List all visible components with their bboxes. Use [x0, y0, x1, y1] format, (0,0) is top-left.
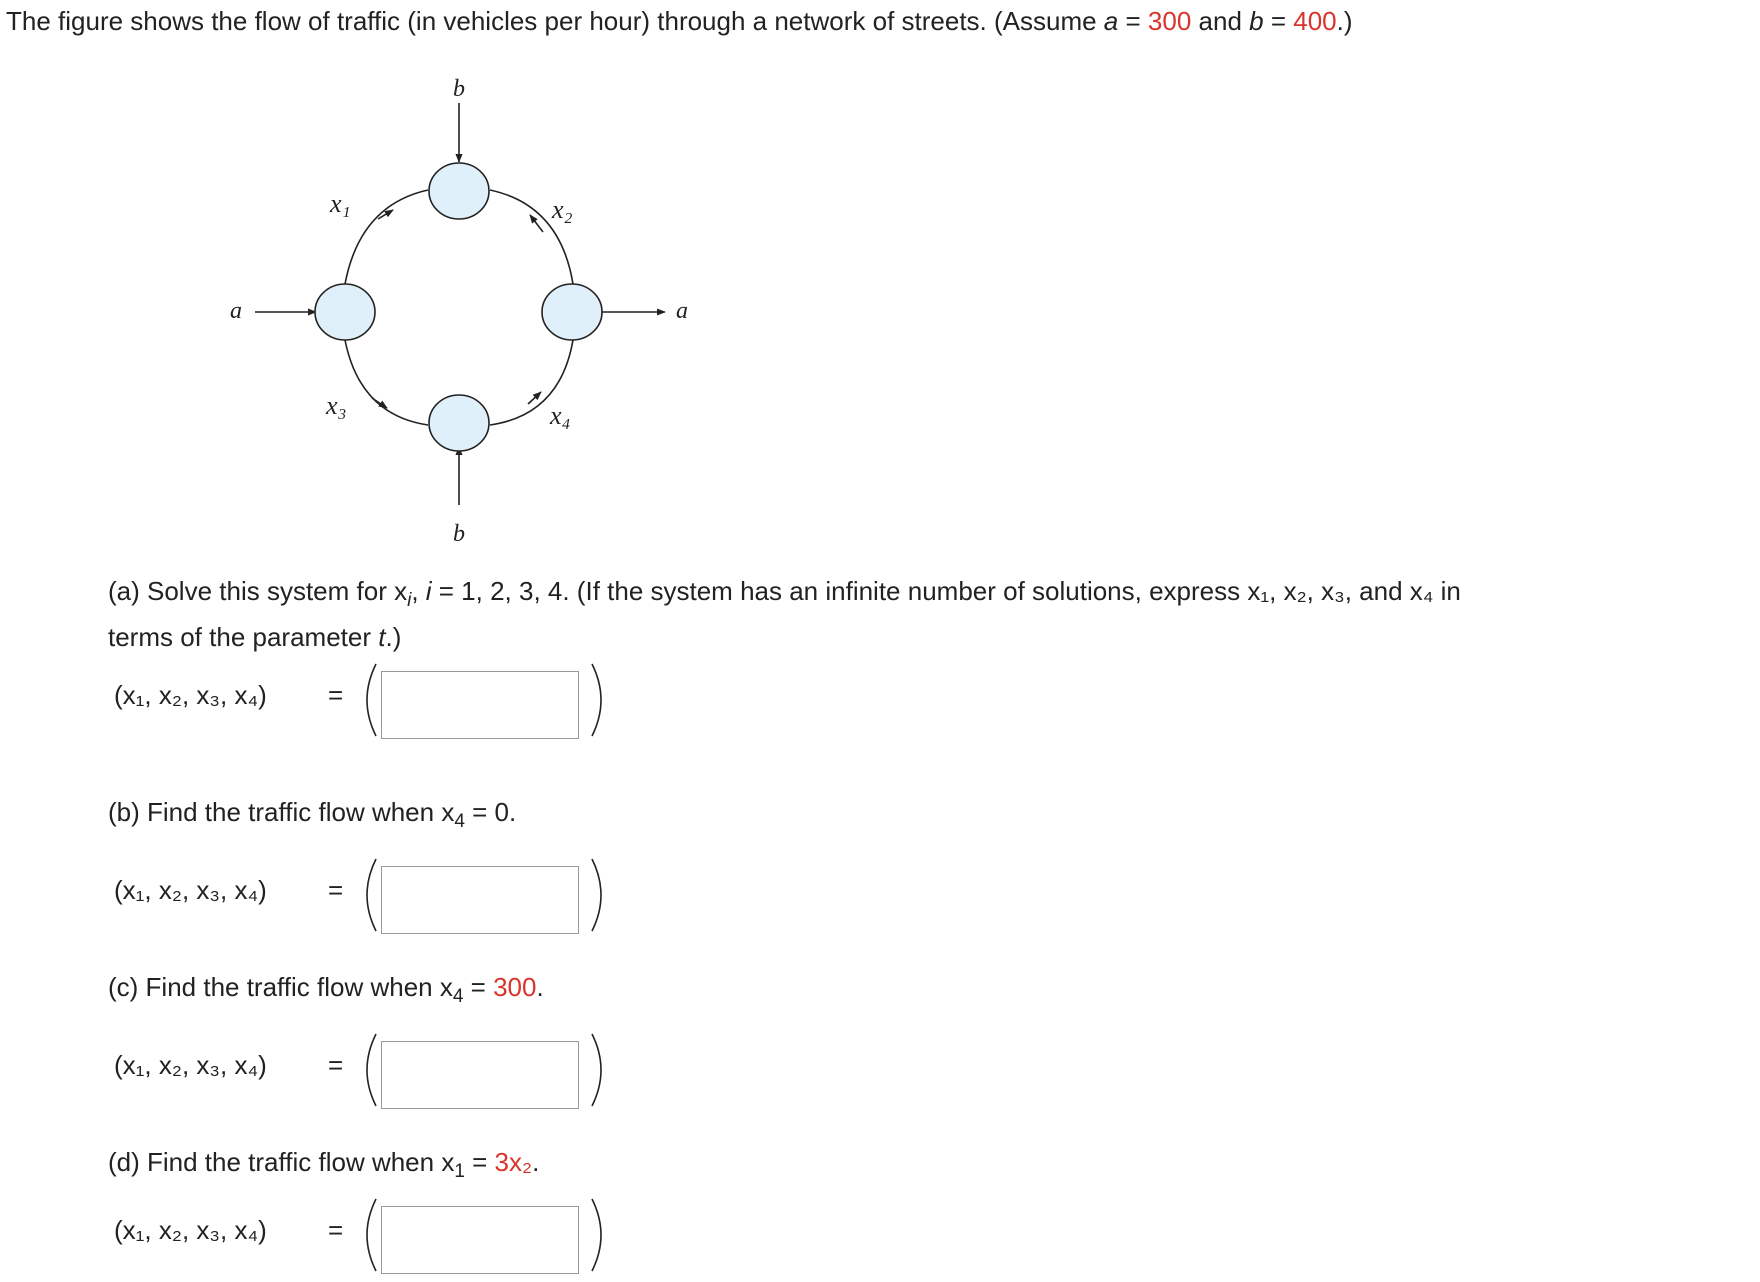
answer-equals: = [328, 1215, 344, 1245]
part-a-line2-text: terms of the parameter [108, 622, 379, 652]
part-a-text: (a) Solve this system for [108, 576, 395, 606]
label-x4: x₄ [550, 401, 571, 430]
label-a-right: a [676, 298, 688, 324]
part-b-text: (b) Find the traffic flow when [108, 797, 442, 827]
part-d-sub: 1 [454, 1161, 465, 1182]
part-a-sub: i [407, 590, 412, 611]
part-a-question [108, 574, 1461, 611]
part-a-question-line2 [108, 620, 401, 654]
part-a-text-rest: = 1, 2, 3, 4. (If the system has an infinite number of solutions, express x₁, x₂, x₃, and x₄ in [431, 576, 1461, 606]
b-value: 400 [1293, 6, 1337, 36]
parameter-t: t [378, 622, 386, 652]
part-b-period: . [509, 797, 517, 827]
a-variable: a [1103, 6, 1119, 36]
answer-lhs: (x₁, x₂, x₃, x₄) [114, 1050, 267, 1080]
part-c-sub: 4 [452, 986, 464, 1007]
answer-equals: = [328, 1050, 344, 1080]
answer-row-b [108, 855, 708, 935]
label-a-left: a [230, 298, 242, 324]
part-b-equals: = [464, 797, 495, 827]
answer-equals: = [328, 680, 344, 710]
part-b-sub: 4 [454, 811, 465, 832]
right-paren-icon [586, 1030, 616, 1110]
part-c-question [108, 970, 544, 1007]
answer-input-d[interactable] [381, 1206, 579, 1274]
part-a-var: x [394, 576, 408, 606]
answer-lhs: (x₁, x₂, x₃, x₄) [114, 875, 267, 905]
part-d-equals: = [464, 1147, 495, 1177]
b-variable: b [1249, 6, 1264, 36]
part-c-var: x [439, 972, 453, 1002]
part-d-question [108, 1145, 540, 1182]
answer-lhs: (x₁, x₂, x₃, x₄) [114, 680, 267, 710]
answer-input-c[interactable] [381, 1041, 579, 1109]
part-c-value: 300 [493, 972, 537, 1002]
label-b-bottom: b [453, 521, 465, 547]
node-right [542, 284, 602, 340]
right-paren-icon [586, 660, 616, 740]
part-d-value: 3x₂ [494, 1147, 533, 1177]
node-left [315, 284, 375, 340]
part-c-equals: = [463, 972, 494, 1002]
part-d-var: x [441, 1147, 455, 1177]
and-text: and [1191, 6, 1250, 36]
problem-statement [6, 4, 1353, 38]
a-value: 300 [1147, 6, 1192, 36]
label-x3: x₃ [326, 391, 347, 420]
part-a-line2-close: .) [385, 622, 402, 652]
part-b-value: 0 [494, 797, 510, 827]
part-a-comma: , [411, 576, 426, 606]
part-b-var: x [441, 797, 455, 827]
answer-row-d [108, 1195, 708, 1275]
answer-row-a [108, 660, 708, 740]
answer-input-a[interactable] [381, 671, 579, 739]
label-x1: x₁ [330, 189, 351, 218]
answer-lhs: (x₁, x₂, x₃, x₄) [114, 1215, 267, 1245]
label-x2: x₂ [552, 195, 573, 224]
part-d-period: . [532, 1147, 540, 1177]
arc-x1 [345, 190, 428, 284]
left-paren-icon [352, 1030, 382, 1110]
node-top [429, 163, 489, 219]
arc-x2-arrowhead [530, 215, 543, 232]
intro-text: The figure shows the flow of traffic (in vehicles per hour) through a network of streets. (Assume [6, 6, 1104, 36]
equals-sign: = [1118, 6, 1148, 36]
intro-close: .) [1336, 6, 1353, 36]
label-b-top: b [453, 76, 465, 102]
part-a-index: i [425, 576, 432, 606]
arc-x4-arrowhead [528, 392, 541, 404]
right-paren-icon [586, 1195, 616, 1275]
left-paren-icon [352, 855, 382, 935]
answer-equals: = [328, 875, 344, 905]
right-paren-icon [586, 855, 616, 935]
part-c-period: . [536, 972, 544, 1002]
left-paren-icon [352, 1195, 382, 1275]
answer-row-c [108, 1030, 708, 1110]
arc-x3-arrowhead [372, 398, 387, 408]
equals-sign: = [1263, 6, 1294, 36]
answer-input-b[interactable] [381, 866, 579, 934]
node-bottom [429, 395, 489, 451]
left-paren-icon [352, 660, 382, 740]
part-b-question [108, 795, 517, 832]
part-c-text: (c) Find the traffic flow when [108, 972, 440, 1002]
part-d-text: (d) Find the traffic flow when [108, 1147, 442, 1177]
traffic-network-diagram [210, 60, 720, 560]
arc-x3 [345, 340, 428, 425]
